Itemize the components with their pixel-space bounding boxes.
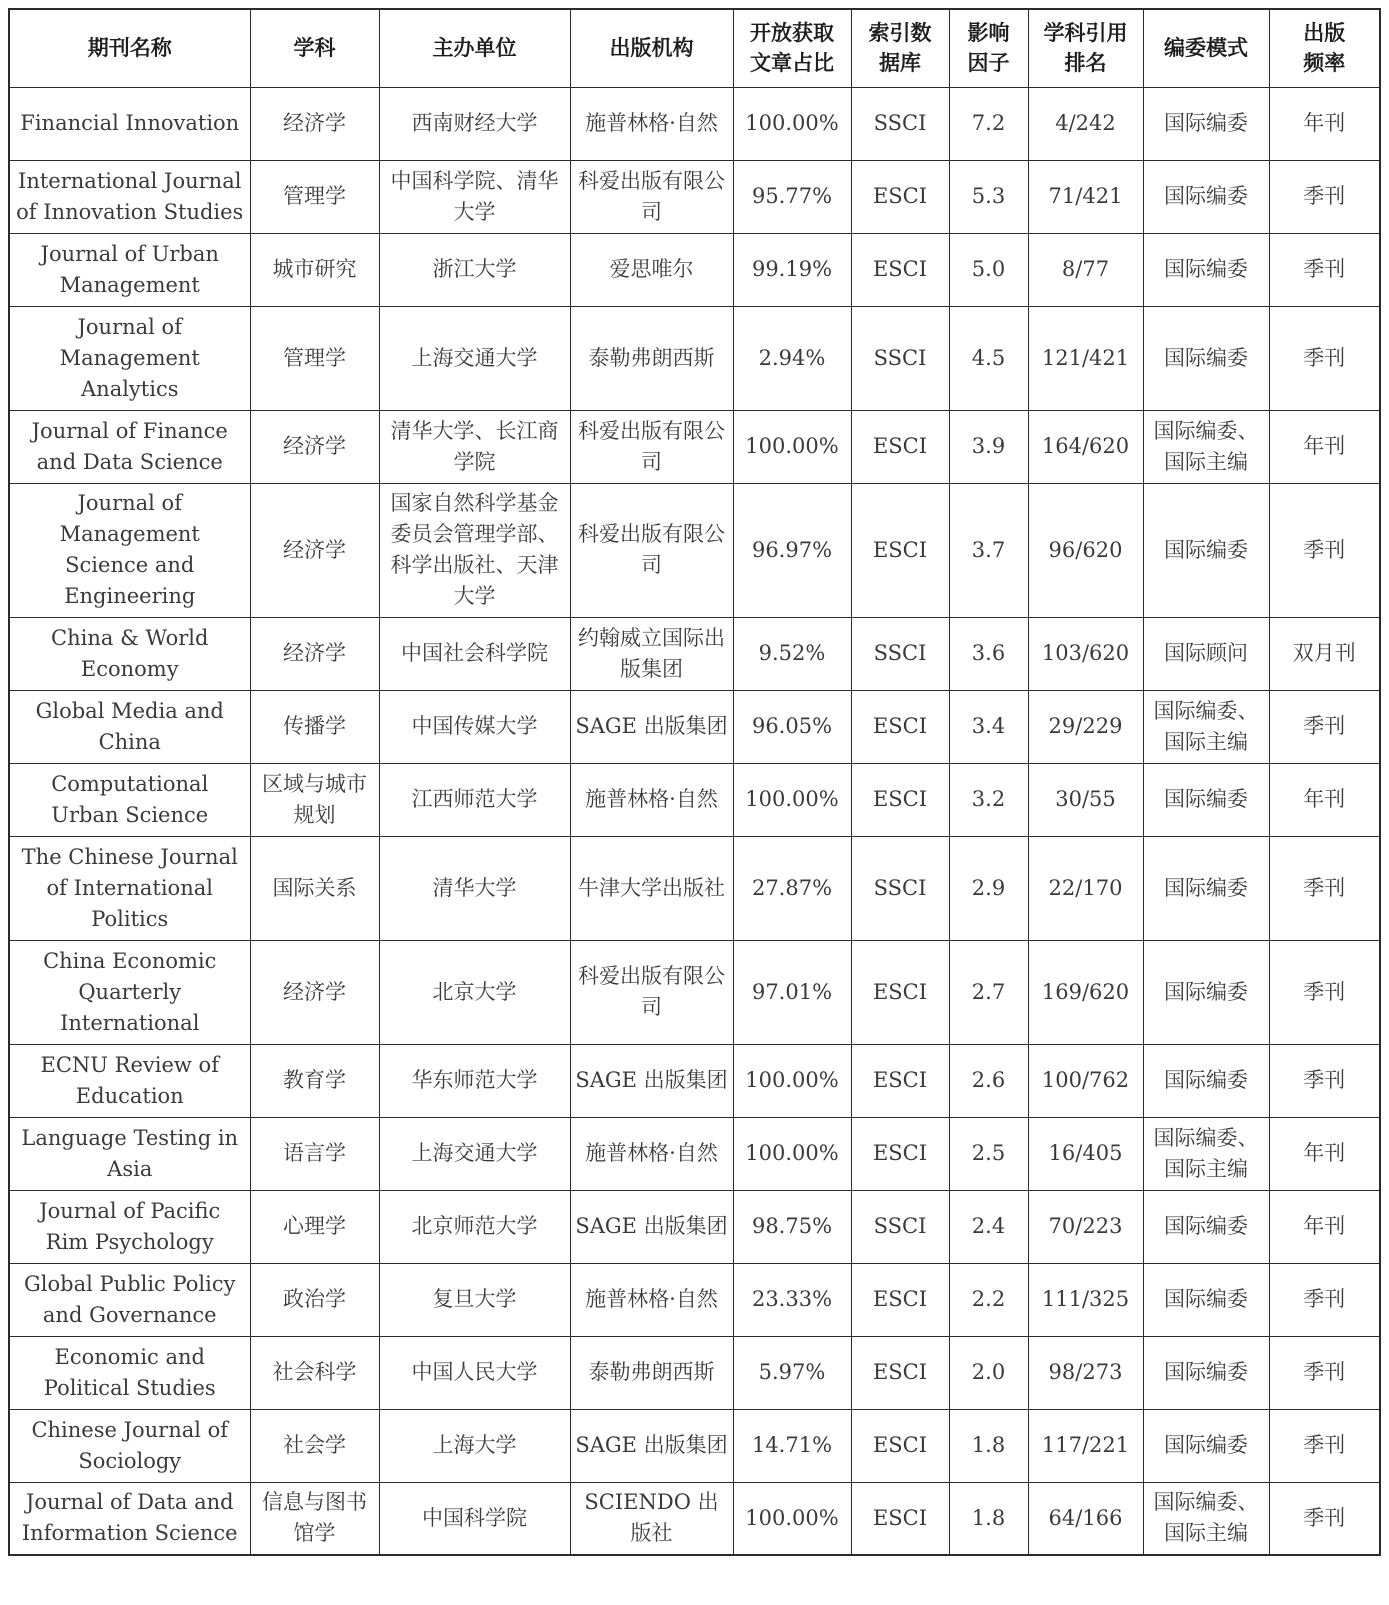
journal-name-cell: Economic and Political Studies [9,1336,250,1409]
subject-cell: 管理学 [250,160,379,233]
sponsor-cell: 清华大学 [379,836,570,940]
open-access-cell: 97.01% [733,940,851,1044]
frequency-cell: 季刊 [1269,1482,1380,1555]
header-frequency: 出版频率 [1269,9,1380,87]
sponsor-cell: 清华大学、长江商学院 [379,410,570,483]
impact-factor-cell: 2.2 [949,1263,1028,1336]
open-access-cell: 100.00% [733,1044,851,1117]
open-access-cell: 98.75% [733,1190,851,1263]
subject-cell: 社会学 [250,1409,379,1482]
citation-rank-cell: 70/223 [1028,1190,1143,1263]
board-mode-cell: 国际编委、国际主编 [1143,410,1269,483]
citation-rank-cell: 4/242 [1028,87,1143,160]
impact-factor-cell: 2.6 [949,1044,1028,1117]
subject-cell: 经济学 [250,940,379,1044]
journal-name-cell: Language Testing in Asia [9,1117,250,1190]
table-row [9,940,1380,1044]
publisher-cell: 牛津大学出版社 [570,836,733,940]
sponsor-cell: 中国科学院 [379,1482,570,1555]
open-access-cell: 100.00% [733,87,851,160]
impact-factor-cell: 2.9 [949,836,1028,940]
index-database-cell: SSCI [851,306,949,410]
table-row [9,617,1380,690]
open-access-cell: 27.87% [733,836,851,940]
journal-name-cell: Journal of Management Analytics [9,306,250,410]
impact-factor-cell: 2.0 [949,1336,1028,1409]
subject-cell: 经济学 [250,617,379,690]
table-row [9,1409,1380,1482]
index-database-cell: ESCI [851,1336,949,1409]
table-row [9,87,1380,160]
header-citation-rank: 学科引用排名 [1028,9,1143,87]
citation-rank-cell: 98/273 [1028,1336,1143,1409]
journal-name-cell: Global Media and China [9,690,250,763]
board-mode-cell: 国际编委 [1143,160,1269,233]
sponsor-cell: 上海交通大学 [379,1117,570,1190]
index-database-cell: ESCI [851,940,949,1044]
subject-cell: 社会科学 [250,1336,379,1409]
frequency-cell: 年刊 [1269,1190,1380,1263]
board-mode-cell: 国际编委 [1143,1044,1269,1117]
index-database-cell: ESCI [851,690,949,763]
open-access-cell: 95.77% [733,160,851,233]
citation-rank-cell: 117/221 [1028,1409,1143,1482]
journal-name-cell: Computational Urban Science [9,763,250,836]
journal-name-cell: Journal of Pacific Rim Psychology [9,1190,250,1263]
journal-name-cell: Journal of Data and Information Science [9,1482,250,1555]
subject-cell: 传播学 [250,690,379,763]
index-database-cell: SSCI [851,617,949,690]
table-row [9,690,1380,763]
open-access-cell: 14.71% [733,1409,851,1482]
frequency-cell: 季刊 [1269,836,1380,940]
journal-name-cell: International Journal of Innovation Studies [9,160,250,233]
sponsor-cell: 西南财经大学 [379,87,570,160]
table-row [9,306,1380,410]
citation-rank-cell: 29/229 [1028,690,1143,763]
header-journal-name: 期刊名称 [9,9,250,87]
publisher-cell: SAGE 出版集团 [570,1409,733,1482]
board-mode-cell: 国际编委 [1143,306,1269,410]
publisher-cell: 泰勒弗朗西斯 [570,306,733,410]
sponsor-cell: 复旦大学 [379,1263,570,1336]
publisher-cell: SAGE 出版集团 [570,1190,733,1263]
open-access-cell: 100.00% [733,1117,851,1190]
header-subject: 学科 [250,9,379,87]
frequency-cell: 年刊 [1269,87,1380,160]
table-row [9,233,1380,306]
publisher-cell: 施普林格·自然 [570,1263,733,1336]
publisher-cell: 施普林格·自然 [570,763,733,836]
journal-name-cell: The Chinese Journal of International Politics [9,836,250,940]
publisher-cell: 约翰威立国际出版集团 [570,617,733,690]
open-access-cell: 96.97% [733,483,851,617]
citation-rank-cell: 164/620 [1028,410,1143,483]
table-row [9,1482,1380,1555]
subject-cell: 经济学 [250,87,379,160]
subject-cell: 经济学 [250,483,379,617]
journal-name-cell: Financial Innovation [9,87,250,160]
subject-cell: 城市研究 [250,233,379,306]
sponsor-cell: 上海大学 [379,1409,570,1482]
sponsor-cell: 中国传媒大学 [379,690,570,763]
open-access-cell: 96.05% [733,690,851,763]
journal-name-cell: Journal of Urban Management [9,233,250,306]
index-database-cell: ESCI [851,483,949,617]
journal-name-cell: China Economic Quarterly International [9,940,250,1044]
board-mode-cell: 国际编委 [1143,87,1269,160]
header-open-access: 开放获取文章占比 [733,9,851,87]
open-access-cell: 2.94% [733,306,851,410]
sponsor-cell: 北京师范大学 [379,1190,570,1263]
open-access-cell: 100.00% [733,410,851,483]
publisher-cell: 施普林格·自然 [570,87,733,160]
impact-factor-cell: 1.8 [949,1482,1028,1555]
board-mode-cell: 国际编委 [1143,1336,1269,1409]
index-database-cell: ESCI [851,233,949,306]
sponsor-cell: 上海交通大学 [379,306,570,410]
sponsor-cell: 中国科学院、清华大学 [379,160,570,233]
subject-cell: 管理学 [250,306,379,410]
citation-rank-cell: 100/762 [1028,1044,1143,1117]
journal-name-cell: Chinese Journal of Sociology [9,1409,250,1482]
index-database-cell: SSCI [851,1190,949,1263]
citation-rank-cell: 71/421 [1028,160,1143,233]
board-mode-cell: 国际编委 [1143,1409,1269,1482]
open-access-cell: 5.97% [733,1336,851,1409]
board-mode-cell: 国际编委 [1143,1263,1269,1336]
board-mode-cell: 国际编委 [1143,763,1269,836]
table-row [9,1117,1380,1190]
citation-rank-cell: 121/421 [1028,306,1143,410]
index-database-cell: ESCI [851,1482,949,1555]
board-mode-cell: 国际编委 [1143,483,1269,617]
citation-rank-cell: 111/325 [1028,1263,1143,1336]
impact-factor-cell: 3.4 [949,690,1028,763]
impact-factor-cell: 3.2 [949,763,1028,836]
open-access-cell: 23.33% [733,1263,851,1336]
sponsor-cell: 国家自然科学基金委员会管理学部、科学出版社、天津大学 [379,483,570,617]
open-access-cell: 100.00% [733,1482,851,1555]
citation-rank-cell: 30/55 [1028,763,1143,836]
frequency-cell: 季刊 [1269,233,1380,306]
subject-cell: 国际关系 [250,836,379,940]
journal-name-cell: Journal of Management Science and Engineering [9,483,250,617]
index-database-cell: ESCI [851,1263,949,1336]
sponsor-cell: 中国人民大学 [379,1336,570,1409]
open-access-cell: 99.19% [733,233,851,306]
header-publisher: 出版机构 [570,9,733,87]
frequency-cell: 双月刊 [1269,617,1380,690]
table-row [9,1190,1380,1263]
journal-name-cell: Global Public Policy and Governance [9,1263,250,1336]
header-sponsor: 主办单位 [379,9,570,87]
publisher-cell: SAGE 出版集团 [570,1044,733,1117]
journal-name-cell: Journal of Finance and Data Science [9,410,250,483]
impact-factor-cell: 7.2 [949,87,1028,160]
frequency-cell: 年刊 [1269,763,1380,836]
subject-cell: 信息与图书馆学 [250,1482,379,1555]
board-mode-cell: 国际编委、国际主编 [1143,1117,1269,1190]
publisher-cell: 泰勒弗朗西斯 [570,1336,733,1409]
table-row [9,483,1380,617]
board-mode-cell: 国际编委 [1143,836,1269,940]
sponsor-cell: 江西师范大学 [379,763,570,836]
header-board-mode: 编委模式 [1143,9,1269,87]
board-mode-cell: 国际编委、国际主编 [1143,690,1269,763]
journal-name-cell: China & World Economy [9,617,250,690]
publisher-cell: 施普林格·自然 [570,1117,733,1190]
citation-rank-cell: 169/620 [1028,940,1143,1044]
table-row [9,763,1380,836]
subject-cell: 政治学 [250,1263,379,1336]
subject-cell: 经济学 [250,410,379,483]
frequency-cell: 季刊 [1269,1044,1380,1117]
frequency-cell: 年刊 [1269,410,1380,483]
subject-cell: 区域与城市规划 [250,763,379,836]
journal-name-cell: ECNU Review of Education [9,1044,250,1117]
frequency-cell: 季刊 [1269,483,1380,617]
table-header-row [9,9,1380,87]
sponsor-cell: 中国社会科学院 [379,617,570,690]
sponsor-cell: 浙江大学 [379,233,570,306]
impact-factor-cell: 1.8 [949,1409,1028,1482]
impact-factor-cell: 2.4 [949,1190,1028,1263]
index-database-cell: ESCI [851,1117,949,1190]
citation-rank-cell: 96/620 [1028,483,1143,617]
publisher-cell: 科爱出版有限公司 [570,410,733,483]
table-row [9,1044,1380,1117]
header-impact-factor: 影响因子 [949,9,1028,87]
impact-factor-cell: 3.6 [949,617,1028,690]
frequency-cell: 季刊 [1269,1409,1380,1482]
frequency-cell: 季刊 [1269,306,1380,410]
frequency-cell: 季刊 [1269,690,1380,763]
sponsor-cell: 北京大学 [379,940,570,1044]
index-database-cell: ESCI [851,1044,949,1117]
index-database-cell: SSCI [851,87,949,160]
board-mode-cell: 国际顾问 [1143,617,1269,690]
index-database-cell: ESCI [851,763,949,836]
board-mode-cell: 国际编委 [1143,233,1269,306]
frequency-cell: 季刊 [1269,1336,1380,1409]
subject-cell: 心理学 [250,1190,379,1263]
index-database-cell: SSCI [851,836,949,940]
table-body [9,87,1380,1555]
subject-cell: 教育学 [250,1044,379,1117]
publisher-cell: 科爱出版有限公司 [570,940,733,1044]
header-index-database: 索引数据库 [851,9,949,87]
open-access-cell: 100.00% [733,763,851,836]
publisher-cell: 科爱出版有限公司 [570,160,733,233]
table-row [9,410,1380,483]
subject-cell: 语言学 [250,1117,379,1190]
journal-table-container [8,8,1379,1556]
frequency-cell: 季刊 [1269,940,1380,1044]
table-row [9,836,1380,940]
publisher-cell: SCIENDO 出版社 [570,1482,733,1555]
impact-factor-cell: 3.7 [949,483,1028,617]
citation-rank-cell: 8/77 [1028,233,1143,306]
publisher-cell: 科爱出版有限公司 [570,483,733,617]
impact-factor-cell: 5.0 [949,233,1028,306]
impact-factor-cell: 2.7 [949,940,1028,1044]
table-row [9,160,1380,233]
citation-rank-cell: 16/405 [1028,1117,1143,1190]
board-mode-cell: 国际编委 [1143,1190,1269,1263]
journal-table [8,8,1381,1556]
impact-factor-cell: 3.9 [949,410,1028,483]
frequency-cell: 年刊 [1269,1117,1380,1190]
citation-rank-cell: 64/166 [1028,1482,1143,1555]
frequency-cell: 季刊 [1269,160,1380,233]
impact-factor-cell: 5.3 [949,160,1028,233]
publisher-cell: 爱思唯尔 [570,233,733,306]
impact-factor-cell: 4.5 [949,306,1028,410]
publisher-cell: SAGE 出版集团 [570,690,733,763]
index-database-cell: ESCI [851,1409,949,1482]
citation-rank-cell: 103/620 [1028,617,1143,690]
board-mode-cell: 国际编委 [1143,940,1269,1044]
table-row [9,1336,1380,1409]
board-mode-cell: 国际编委、国际主编 [1143,1482,1269,1555]
index-database-cell: ESCI [851,160,949,233]
impact-factor-cell: 2.5 [949,1117,1028,1190]
open-access-cell: 9.52% [733,617,851,690]
sponsor-cell: 华东师范大学 [379,1044,570,1117]
frequency-cell: 季刊 [1269,1263,1380,1336]
index-database-cell: ESCI [851,410,949,483]
table-row [9,1263,1380,1336]
citation-rank-cell: 22/170 [1028,836,1143,940]
